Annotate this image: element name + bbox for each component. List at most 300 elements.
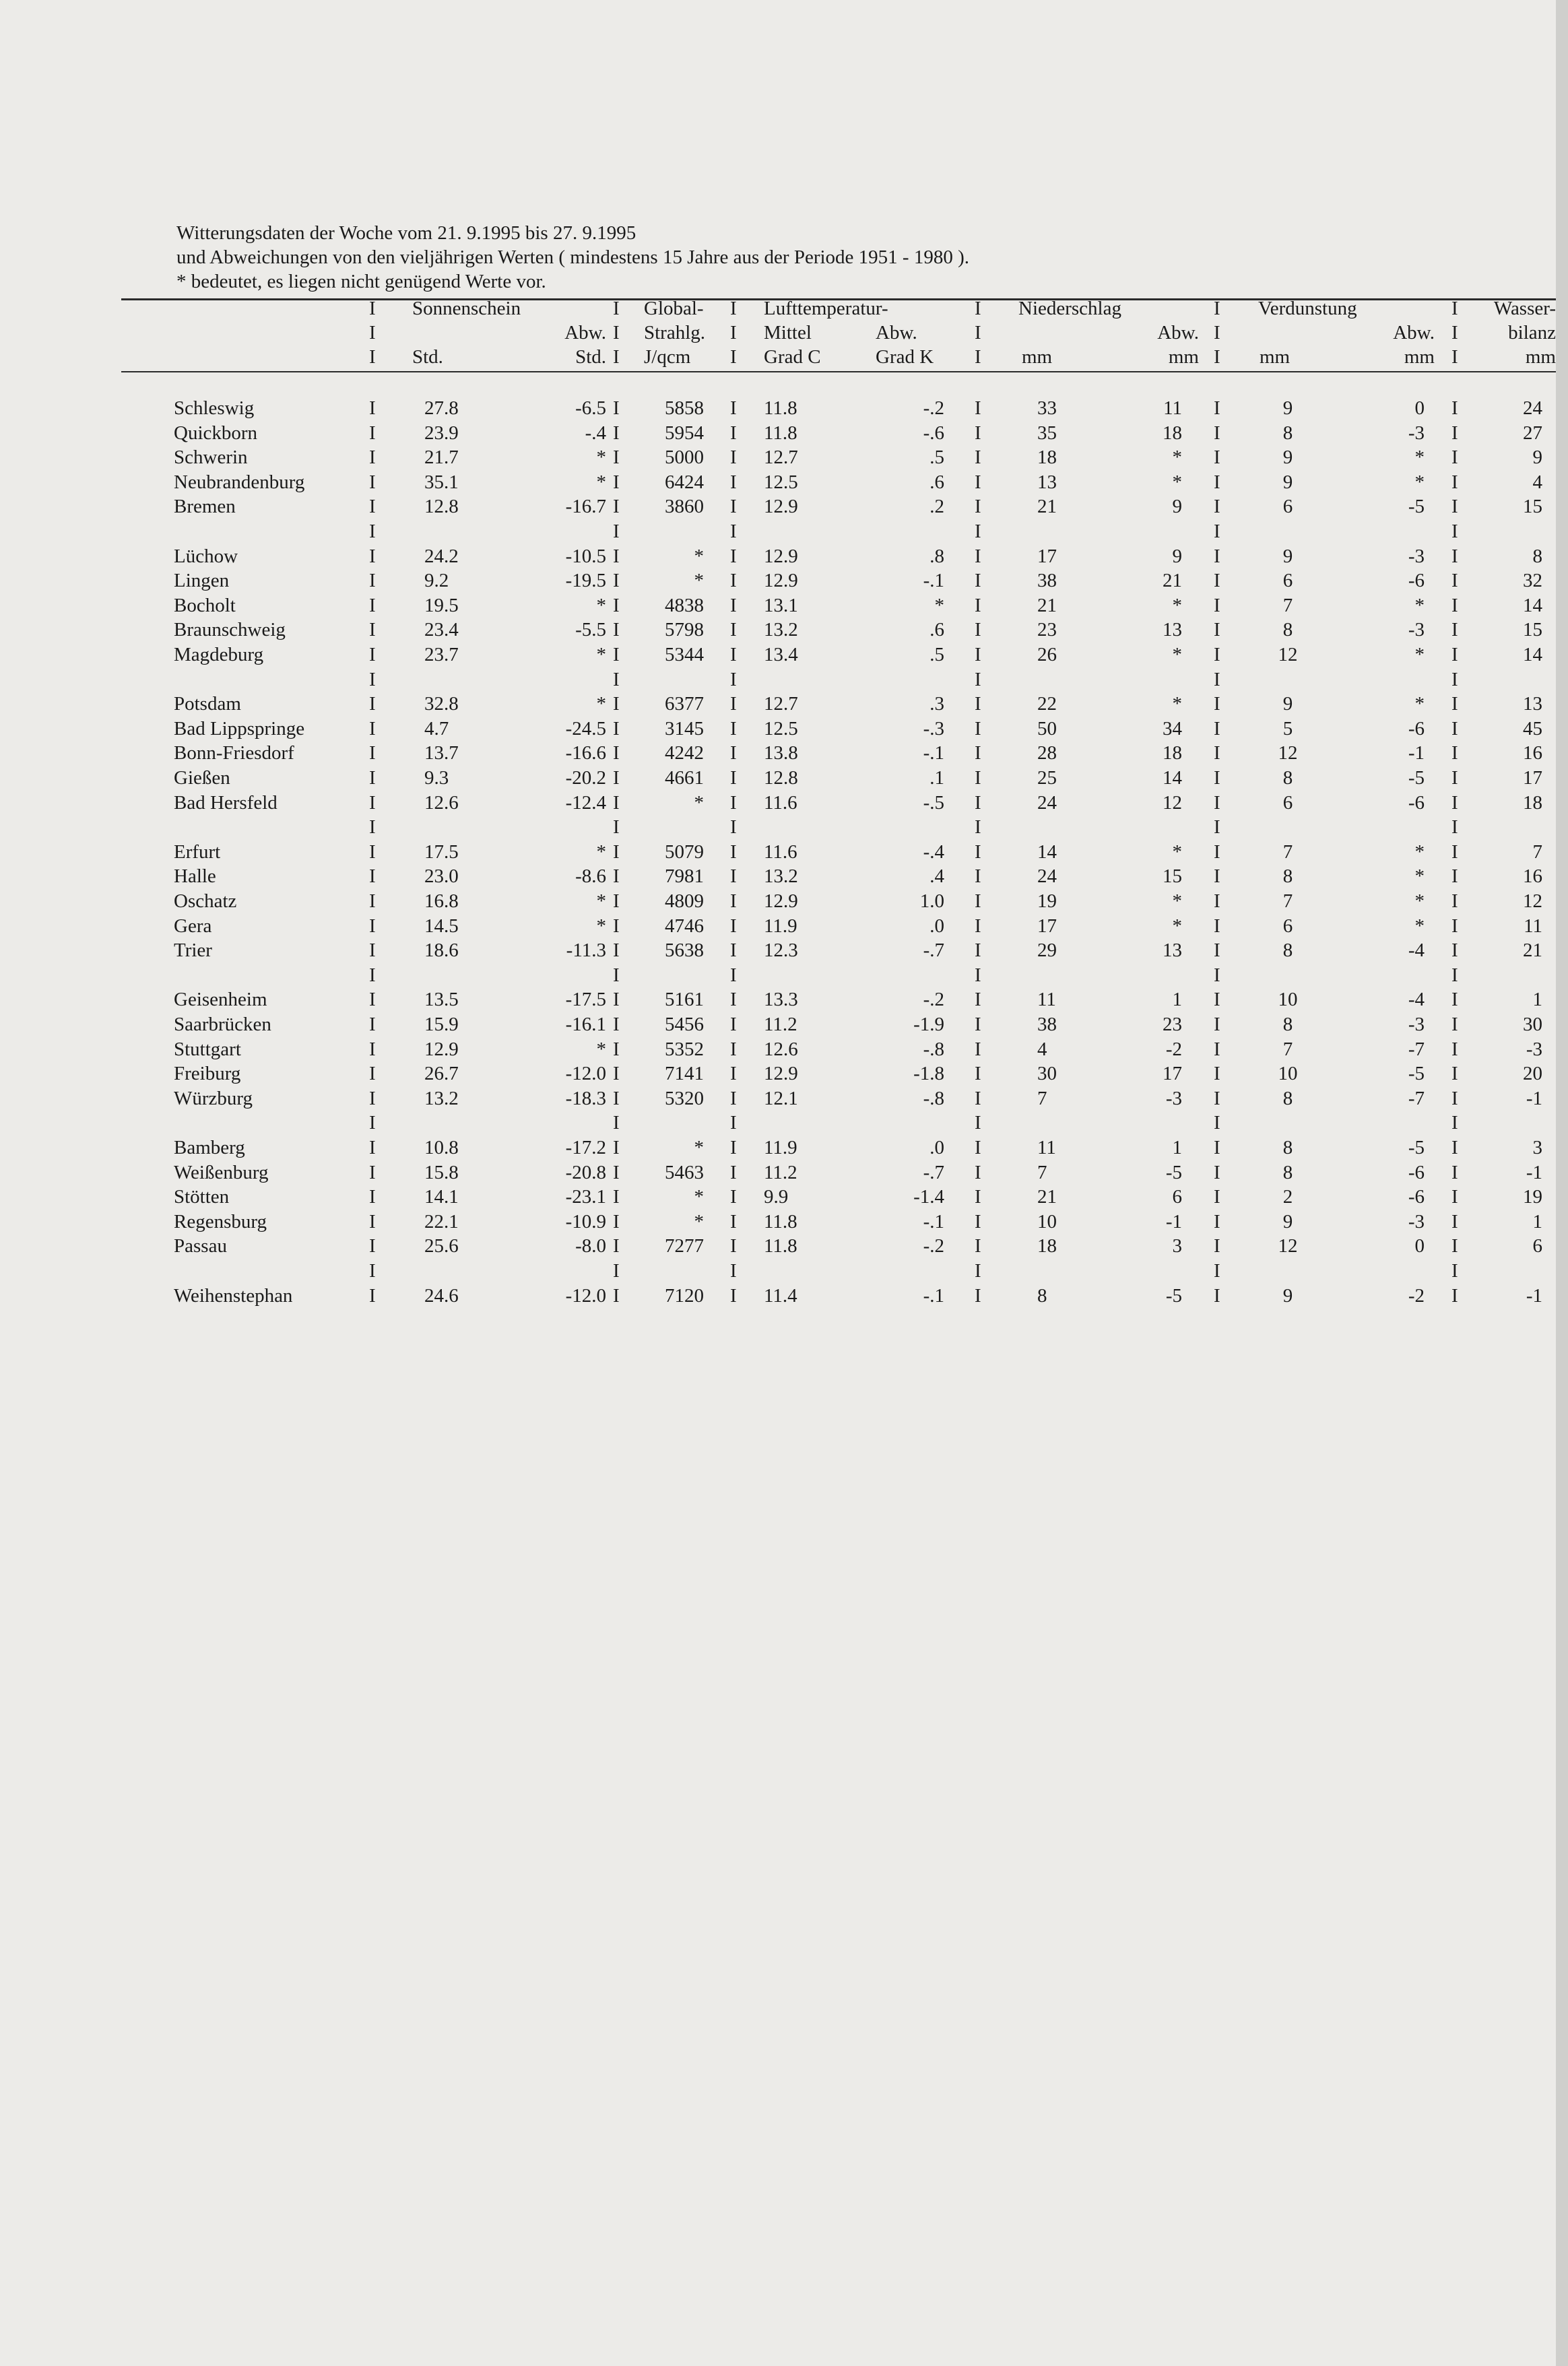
cell-temp: 13.8 xyxy=(764,742,798,764)
cell-sun: 12.9 xyxy=(424,1038,459,1060)
cell-wass: 16 xyxy=(1523,865,1542,888)
cell-temp: 12.9 xyxy=(764,570,798,592)
column-separator: I xyxy=(1214,1260,1220,1282)
column-separator: I xyxy=(1214,471,1220,493)
column-separator: I xyxy=(613,693,620,715)
header-sep: I xyxy=(369,346,376,368)
cell-verd: 8 xyxy=(1282,619,1293,641)
cell-wass: 15 xyxy=(1523,619,1542,641)
cell-verd: 7 xyxy=(1282,1038,1293,1060)
column-separator: I xyxy=(1214,989,1220,1011)
column-separator: I xyxy=(1214,1063,1220,1085)
column-separator: I xyxy=(1451,693,1458,715)
header-water-1: Wasser- xyxy=(1493,298,1556,319)
column-separator: I xyxy=(613,521,620,542)
column-separator: I xyxy=(1214,841,1220,863)
column-separator: I xyxy=(730,816,737,839)
column-separator: I xyxy=(975,1235,981,1257)
column-separator: I xyxy=(369,1063,376,1085)
cell-sun: 25.6 xyxy=(424,1235,459,1257)
station-name: Weißenburg xyxy=(174,1161,269,1183)
column-separator: I xyxy=(369,471,376,493)
column-separator: I xyxy=(369,397,376,419)
cell-temp: 13.2 xyxy=(764,619,798,641)
cell-verd: 9 xyxy=(1282,447,1293,469)
cell-nied: 11 xyxy=(1037,1137,1056,1158)
cell-temp: 11.4 xyxy=(764,1284,797,1307)
cell-temp-abw: .5 xyxy=(929,447,944,469)
column-separator: I xyxy=(369,841,376,863)
header-verd-abw: Abw. xyxy=(1393,322,1435,343)
cell-wass: 24 xyxy=(1523,397,1542,419)
cell-temp-abw: -.1 xyxy=(923,570,944,592)
cell-verd: 8 xyxy=(1282,767,1293,789)
column-separator: I xyxy=(1214,767,1220,789)
column-separator: I xyxy=(613,422,620,444)
cell-glob: 5456 xyxy=(665,1014,704,1035)
cell-sun-abw: -16.1 xyxy=(565,1014,606,1035)
header-sep: I xyxy=(1451,322,1458,343)
cell-nied: 35 xyxy=(1037,422,1057,444)
cell-temp: 12.1 xyxy=(764,1087,798,1109)
cell-sun: 35.1 xyxy=(424,471,459,493)
header-verd-abw-mm: mm xyxy=(1404,346,1435,368)
cell-wass: -3 xyxy=(1526,1038,1542,1060)
cell-temp: 12.3 xyxy=(764,940,798,962)
cell-glob: 7120 xyxy=(665,1284,704,1307)
column-separator: I xyxy=(613,1161,620,1183)
column-separator: I xyxy=(613,816,620,839)
column-separator: I xyxy=(730,1038,737,1060)
cell-temp: 11.6 xyxy=(764,791,797,814)
cell-sun-abw: * xyxy=(596,915,606,937)
cell-wass: 4 xyxy=(1532,471,1542,493)
column-separator: I xyxy=(1451,791,1458,814)
header-sep: I xyxy=(730,298,737,319)
cell-glob: 5798 xyxy=(665,619,704,641)
column-separator: I xyxy=(730,1112,737,1134)
column-separator: I xyxy=(975,644,981,665)
cell-temp-abw: .5 xyxy=(929,644,944,665)
column-separator: I xyxy=(730,1087,737,1109)
cell-wass: 32 xyxy=(1523,570,1542,592)
cell-sun-abw: -17.2 xyxy=(565,1137,606,1158)
cell-verd-abw: -4 xyxy=(1408,989,1425,1011)
cell-glob: 5954 xyxy=(665,422,704,444)
cell-glob: 7277 xyxy=(665,1235,704,1257)
cell-verd-abw: -7 xyxy=(1408,1087,1425,1109)
column-separator: I xyxy=(613,397,620,419)
header-global-1: Global- xyxy=(644,298,704,319)
cell-temp: 12.7 xyxy=(764,693,798,715)
cell-temp: 11.9 xyxy=(764,1137,797,1158)
cell-sun: 22.1 xyxy=(424,1210,459,1233)
cell-glob: 7981 xyxy=(665,865,704,888)
cell-glob: 3860 xyxy=(665,496,704,518)
cell-nied-abw: 18 xyxy=(1163,422,1182,444)
cell-sun-abw: -24.5 xyxy=(565,717,606,740)
cell-temp-abw: -.2 xyxy=(923,1235,944,1257)
cell-temp-abw: -1.8 xyxy=(913,1063,944,1085)
cell-nied-abw: -5 xyxy=(1165,1284,1182,1307)
cell-temp: 13.4 xyxy=(764,644,798,665)
column-separator: I xyxy=(1451,964,1458,986)
cell-nied-abw: 11 xyxy=(1163,397,1182,419)
column-separator: I xyxy=(613,1112,620,1134)
header-airtemp: Lufttemperatur- xyxy=(764,298,888,319)
cell-temp: 12.5 xyxy=(764,471,798,493)
cell-sun: 24.6 xyxy=(424,1284,459,1307)
header-sun-abw-std: Std. xyxy=(575,346,606,368)
cell-wass: 14 xyxy=(1523,594,1542,616)
cell-temp: 13.1 xyxy=(764,594,798,616)
column-separator: I xyxy=(730,447,737,469)
column-separator: I xyxy=(1451,1284,1458,1307)
column-separator: I xyxy=(730,668,737,690)
header-sep: I xyxy=(975,298,981,319)
cell-temp: 9.9 xyxy=(764,1186,789,1208)
cell-temp: 11.8 xyxy=(764,1210,797,1233)
cell-sun-abw: -12.4 xyxy=(565,791,606,814)
header-sep: I xyxy=(613,298,620,319)
station-name: Regensburg xyxy=(174,1210,267,1233)
column-separator: I xyxy=(1451,940,1458,962)
cell-nied: 19 xyxy=(1037,890,1057,912)
station-name: Neubrandenburg xyxy=(174,471,305,493)
cell-wass: 13 xyxy=(1523,693,1542,715)
cell-glob: 5079 xyxy=(665,841,704,863)
cell-verd-abw: -3 xyxy=(1408,1014,1425,1035)
station-name: Bonn-Friesdorf xyxy=(174,742,294,764)
cell-nied-abw: * xyxy=(1172,915,1182,937)
column-separator: I xyxy=(730,1161,737,1183)
cell-glob: 5000 xyxy=(665,447,704,469)
header-sep: I xyxy=(1451,346,1458,368)
cell-wass: 20 xyxy=(1523,1063,1542,1085)
header-sep: I xyxy=(730,346,737,368)
cell-verd: 8 xyxy=(1282,1137,1293,1158)
column-separator: I xyxy=(1451,570,1458,592)
column-separator: I xyxy=(1214,1014,1220,1035)
cell-nied-abw: 34 xyxy=(1163,717,1182,740)
column-separator: I xyxy=(613,594,620,616)
cell-verd: 7 xyxy=(1282,890,1293,912)
column-separator: I xyxy=(1451,767,1458,789)
column-separator: I xyxy=(369,496,376,518)
cell-temp: 12.9 xyxy=(764,496,798,518)
cell-wass: 16 xyxy=(1523,742,1542,764)
cell-verd-abw: * xyxy=(1414,865,1425,888)
cell-sun-abw: * xyxy=(596,594,606,616)
cell-nied-abw: 13 xyxy=(1163,940,1182,962)
cell-sun: 13.5 xyxy=(424,989,459,1011)
cell-verd-abw: * xyxy=(1414,594,1425,616)
column-separator: I xyxy=(975,496,981,518)
header-sun-abw: Abw. xyxy=(564,322,606,343)
column-separator: I xyxy=(369,890,376,912)
station-name: Halle xyxy=(174,865,216,888)
cell-sun-abw: -23.1 xyxy=(565,1186,606,1208)
header-sep: I xyxy=(975,346,981,368)
cell-wass: -1 xyxy=(1526,1087,1542,1109)
cell-temp-abw: -.6 xyxy=(923,422,944,444)
column-separator: I xyxy=(369,570,376,592)
column-separator: I xyxy=(1214,594,1220,616)
column-separator: I xyxy=(613,915,620,937)
cell-sun-abw: * xyxy=(596,693,606,715)
column-separator: I xyxy=(369,644,376,665)
column-separator: I xyxy=(730,1235,737,1257)
column-separator: I xyxy=(1214,521,1220,542)
column-separator: I xyxy=(1214,1284,1220,1307)
column-separator: I xyxy=(730,791,737,814)
column-separator: I xyxy=(975,1186,981,1208)
header-sep: I xyxy=(369,298,376,319)
column-separator: I xyxy=(975,521,981,542)
column-separator: I xyxy=(613,940,620,962)
cell-nied-abw: 23 xyxy=(1163,1014,1182,1035)
column-separator: I xyxy=(975,570,981,592)
cell-verd: 7 xyxy=(1282,594,1293,616)
cell-temp: 12.6 xyxy=(764,1038,798,1060)
column-separator: I xyxy=(1451,1063,1458,1085)
column-separator: I xyxy=(369,964,376,986)
cell-verd-abw: 0 xyxy=(1414,397,1425,419)
column-separator: I xyxy=(369,1112,376,1134)
cell-temp: 12.5 xyxy=(764,717,798,740)
column-separator: I xyxy=(730,989,737,1011)
cell-sun: 12.8 xyxy=(424,496,459,518)
column-separator: I xyxy=(730,865,737,888)
header-sep: I xyxy=(613,346,620,368)
header-sep: I xyxy=(1214,322,1220,343)
column-separator: I xyxy=(613,1284,620,1307)
cell-temp: 11.2 xyxy=(764,1014,797,1035)
column-separator: I xyxy=(975,1284,981,1307)
cell-sun-abw: -12.0 xyxy=(565,1063,606,1085)
cell-sun: 12.6 xyxy=(424,791,459,814)
cell-sun: 19.5 xyxy=(424,594,459,616)
cell-sun: 17.5 xyxy=(424,841,459,863)
cell-nied: 33 xyxy=(1037,397,1057,419)
cell-sun: 23.4 xyxy=(424,619,459,641)
column-separator: I xyxy=(1451,1235,1458,1257)
station-name: Trier xyxy=(174,940,212,962)
cell-nied: 50 xyxy=(1037,717,1057,740)
cell-temp-abw: .8 xyxy=(929,545,944,567)
column-separator: I xyxy=(1214,890,1220,912)
cell-temp-abw: -1.9 xyxy=(913,1014,944,1035)
cell-nied-abw: * xyxy=(1172,644,1182,665)
column-separator: I xyxy=(613,619,620,641)
station-name: Stötten xyxy=(174,1186,230,1208)
column-separator: I xyxy=(975,471,981,493)
station-name: Passau xyxy=(174,1235,227,1257)
station-name: Weihenstephan xyxy=(174,1284,293,1307)
cell-wass: 30 xyxy=(1523,1014,1542,1035)
column-separator: I xyxy=(975,397,981,419)
cell-sun: 15.8 xyxy=(424,1161,459,1183)
cell-nied: 21 xyxy=(1037,1186,1057,1208)
cell-wass: 3 xyxy=(1532,1137,1542,1158)
cell-verd: 9 xyxy=(1282,1210,1293,1233)
cell-temp: 12.8 xyxy=(764,767,798,789)
station-name: Bremen xyxy=(174,496,236,518)
cell-nied-abw: 15 xyxy=(1163,865,1182,888)
column-separator: I xyxy=(1214,619,1220,641)
header-sep: I xyxy=(1214,298,1220,319)
cell-temp-abw: -.2 xyxy=(923,397,944,419)
cell-nied-abw: 1 xyxy=(1172,1137,1182,1158)
cell-nied: 21 xyxy=(1037,594,1057,616)
column-separator: I xyxy=(975,1063,981,1085)
station-name: Bad Hersfeld xyxy=(174,791,277,814)
cell-verd: 5 xyxy=(1282,717,1293,740)
cell-wass: 19 xyxy=(1523,1186,1542,1208)
column-separator: I xyxy=(975,668,981,690)
column-separator: I xyxy=(730,1014,737,1035)
cell-sun: 4.7 xyxy=(424,717,449,740)
column-separator: I xyxy=(1451,496,1458,518)
column-separator: I xyxy=(369,915,376,937)
cell-nied-abw: * xyxy=(1172,890,1182,912)
column-separator: I xyxy=(975,841,981,863)
cell-nied: 10 xyxy=(1037,1210,1057,1233)
cell-glob: 4242 xyxy=(665,742,704,764)
column-separator: I xyxy=(730,570,737,592)
column-separator: I xyxy=(1451,1014,1458,1035)
header-nied-mm: mm xyxy=(1022,346,1053,368)
column-separator: I xyxy=(1214,644,1220,665)
cell-nied: 11 xyxy=(1037,989,1056,1011)
station-name: Braunschweig xyxy=(174,619,286,641)
cell-sun-abw: -20.2 xyxy=(565,767,606,789)
station-name: Bocholt xyxy=(174,594,236,616)
cell-sun: 24.2 xyxy=(424,545,459,567)
cell-verd: 12 xyxy=(1278,644,1298,665)
station-name: Gera xyxy=(174,915,212,937)
column-separator: I xyxy=(369,693,376,715)
cell-glob: 4809 xyxy=(665,890,704,912)
cell-verd: 8 xyxy=(1282,940,1293,962)
cell-verd-abw: -6 xyxy=(1408,1186,1425,1208)
column-separator: I xyxy=(613,1063,620,1085)
column-separator: I xyxy=(975,717,981,740)
column-separator: I xyxy=(369,447,376,469)
cell-nied-abw: 13 xyxy=(1163,619,1182,641)
header-sep: I xyxy=(1214,346,1220,368)
column-separator: I xyxy=(730,594,737,616)
column-separator: I xyxy=(369,1038,376,1060)
cell-temp: 11.6 xyxy=(764,841,797,863)
cell-sun-abw: -16.7 xyxy=(565,496,606,518)
cell-verd-abw: -6 xyxy=(1408,717,1425,740)
column-separator: I xyxy=(975,422,981,444)
column-separator: I xyxy=(975,865,981,888)
column-separator: I xyxy=(1214,668,1220,690)
cell-nied: 17 xyxy=(1037,545,1057,567)
cell-nied: 30 xyxy=(1037,1063,1057,1085)
cell-glob: 6424 xyxy=(665,471,704,493)
cell-nied-abw: 6 xyxy=(1172,1186,1182,1208)
cell-sun: 9.2 xyxy=(424,570,449,592)
cell-temp-abw: -.1 xyxy=(923,742,944,764)
column-separator: I xyxy=(1214,1137,1220,1158)
cell-verd-abw: -3 xyxy=(1408,422,1425,444)
cell-glob: * xyxy=(694,545,704,567)
column-separator: I xyxy=(975,767,981,789)
cell-nied-abw: -1 xyxy=(1165,1210,1182,1233)
cell-verd-abw: * xyxy=(1414,841,1425,863)
cell-wass: 8 xyxy=(1532,545,1542,567)
cell-wass: 1 xyxy=(1532,1210,1542,1233)
column-separator: I xyxy=(1451,397,1458,419)
cell-sun-abw: -16.6 xyxy=(565,742,606,764)
cell-verd: 9 xyxy=(1282,545,1293,567)
cell-nied-abw: 14 xyxy=(1163,767,1182,789)
header-temp-mittel: Mittel xyxy=(764,322,812,343)
cell-wass: -1 xyxy=(1526,1284,1542,1307)
cell-verd-abw: -1 xyxy=(1408,742,1425,764)
cell-temp: 13.2 xyxy=(764,865,798,888)
cell-sun: 27.8 xyxy=(424,397,459,419)
cell-verd: 6 xyxy=(1282,496,1293,518)
column-separator: I xyxy=(369,594,376,616)
cell-verd-abw: 0 xyxy=(1414,1235,1425,1257)
cell-temp-abw: 1.0 xyxy=(919,890,944,912)
column-separator: I xyxy=(369,1087,376,1109)
cell-sun: 9.3 xyxy=(424,767,449,789)
column-separator: I xyxy=(730,1137,737,1158)
header-sep: I xyxy=(1451,298,1458,319)
cell-wass: 17 xyxy=(1523,767,1542,789)
cell-nied: 14 xyxy=(1037,841,1057,863)
column-separator: I xyxy=(1451,521,1458,542)
cell-wass: -1 xyxy=(1526,1161,1542,1183)
station-name: Geisenheim xyxy=(174,989,267,1011)
cell-verd: 8 xyxy=(1282,1161,1293,1183)
column-separator: I xyxy=(1214,693,1220,715)
column-separator: I xyxy=(1214,915,1220,937)
column-separator: I xyxy=(730,1210,737,1233)
cell-glob: 7141 xyxy=(665,1063,704,1085)
column-separator: I xyxy=(975,791,981,814)
column-separator: I xyxy=(1214,791,1220,814)
cell-temp-abw: .6 xyxy=(929,619,944,641)
column-separator: I xyxy=(1451,545,1458,567)
cell-glob: 5638 xyxy=(665,940,704,962)
column-separator: I xyxy=(1451,447,1458,469)
header-verd-mm: mm xyxy=(1260,346,1291,368)
cell-verd: 8 xyxy=(1282,865,1293,888)
cell-nied: 38 xyxy=(1037,570,1057,592)
cell-wass: 6 xyxy=(1532,1235,1542,1257)
column-separator: I xyxy=(730,521,737,542)
header-temp-gradc: Grad C xyxy=(764,346,821,368)
cell-nied-abw: 21 xyxy=(1163,570,1182,592)
cell-glob: * xyxy=(694,1210,704,1233)
column-separator: I xyxy=(1214,447,1220,469)
column-separator: I xyxy=(730,1186,737,1208)
column-separator: I xyxy=(1451,841,1458,863)
cell-nied: 7 xyxy=(1037,1087,1047,1109)
column-separator: I xyxy=(1451,890,1458,912)
cell-wass: 1 xyxy=(1532,989,1542,1011)
cell-nied: 8 xyxy=(1037,1284,1047,1307)
cell-sun-abw: -10.5 xyxy=(565,545,606,567)
header-sep: I xyxy=(975,322,981,343)
column-separator: I xyxy=(1451,619,1458,641)
